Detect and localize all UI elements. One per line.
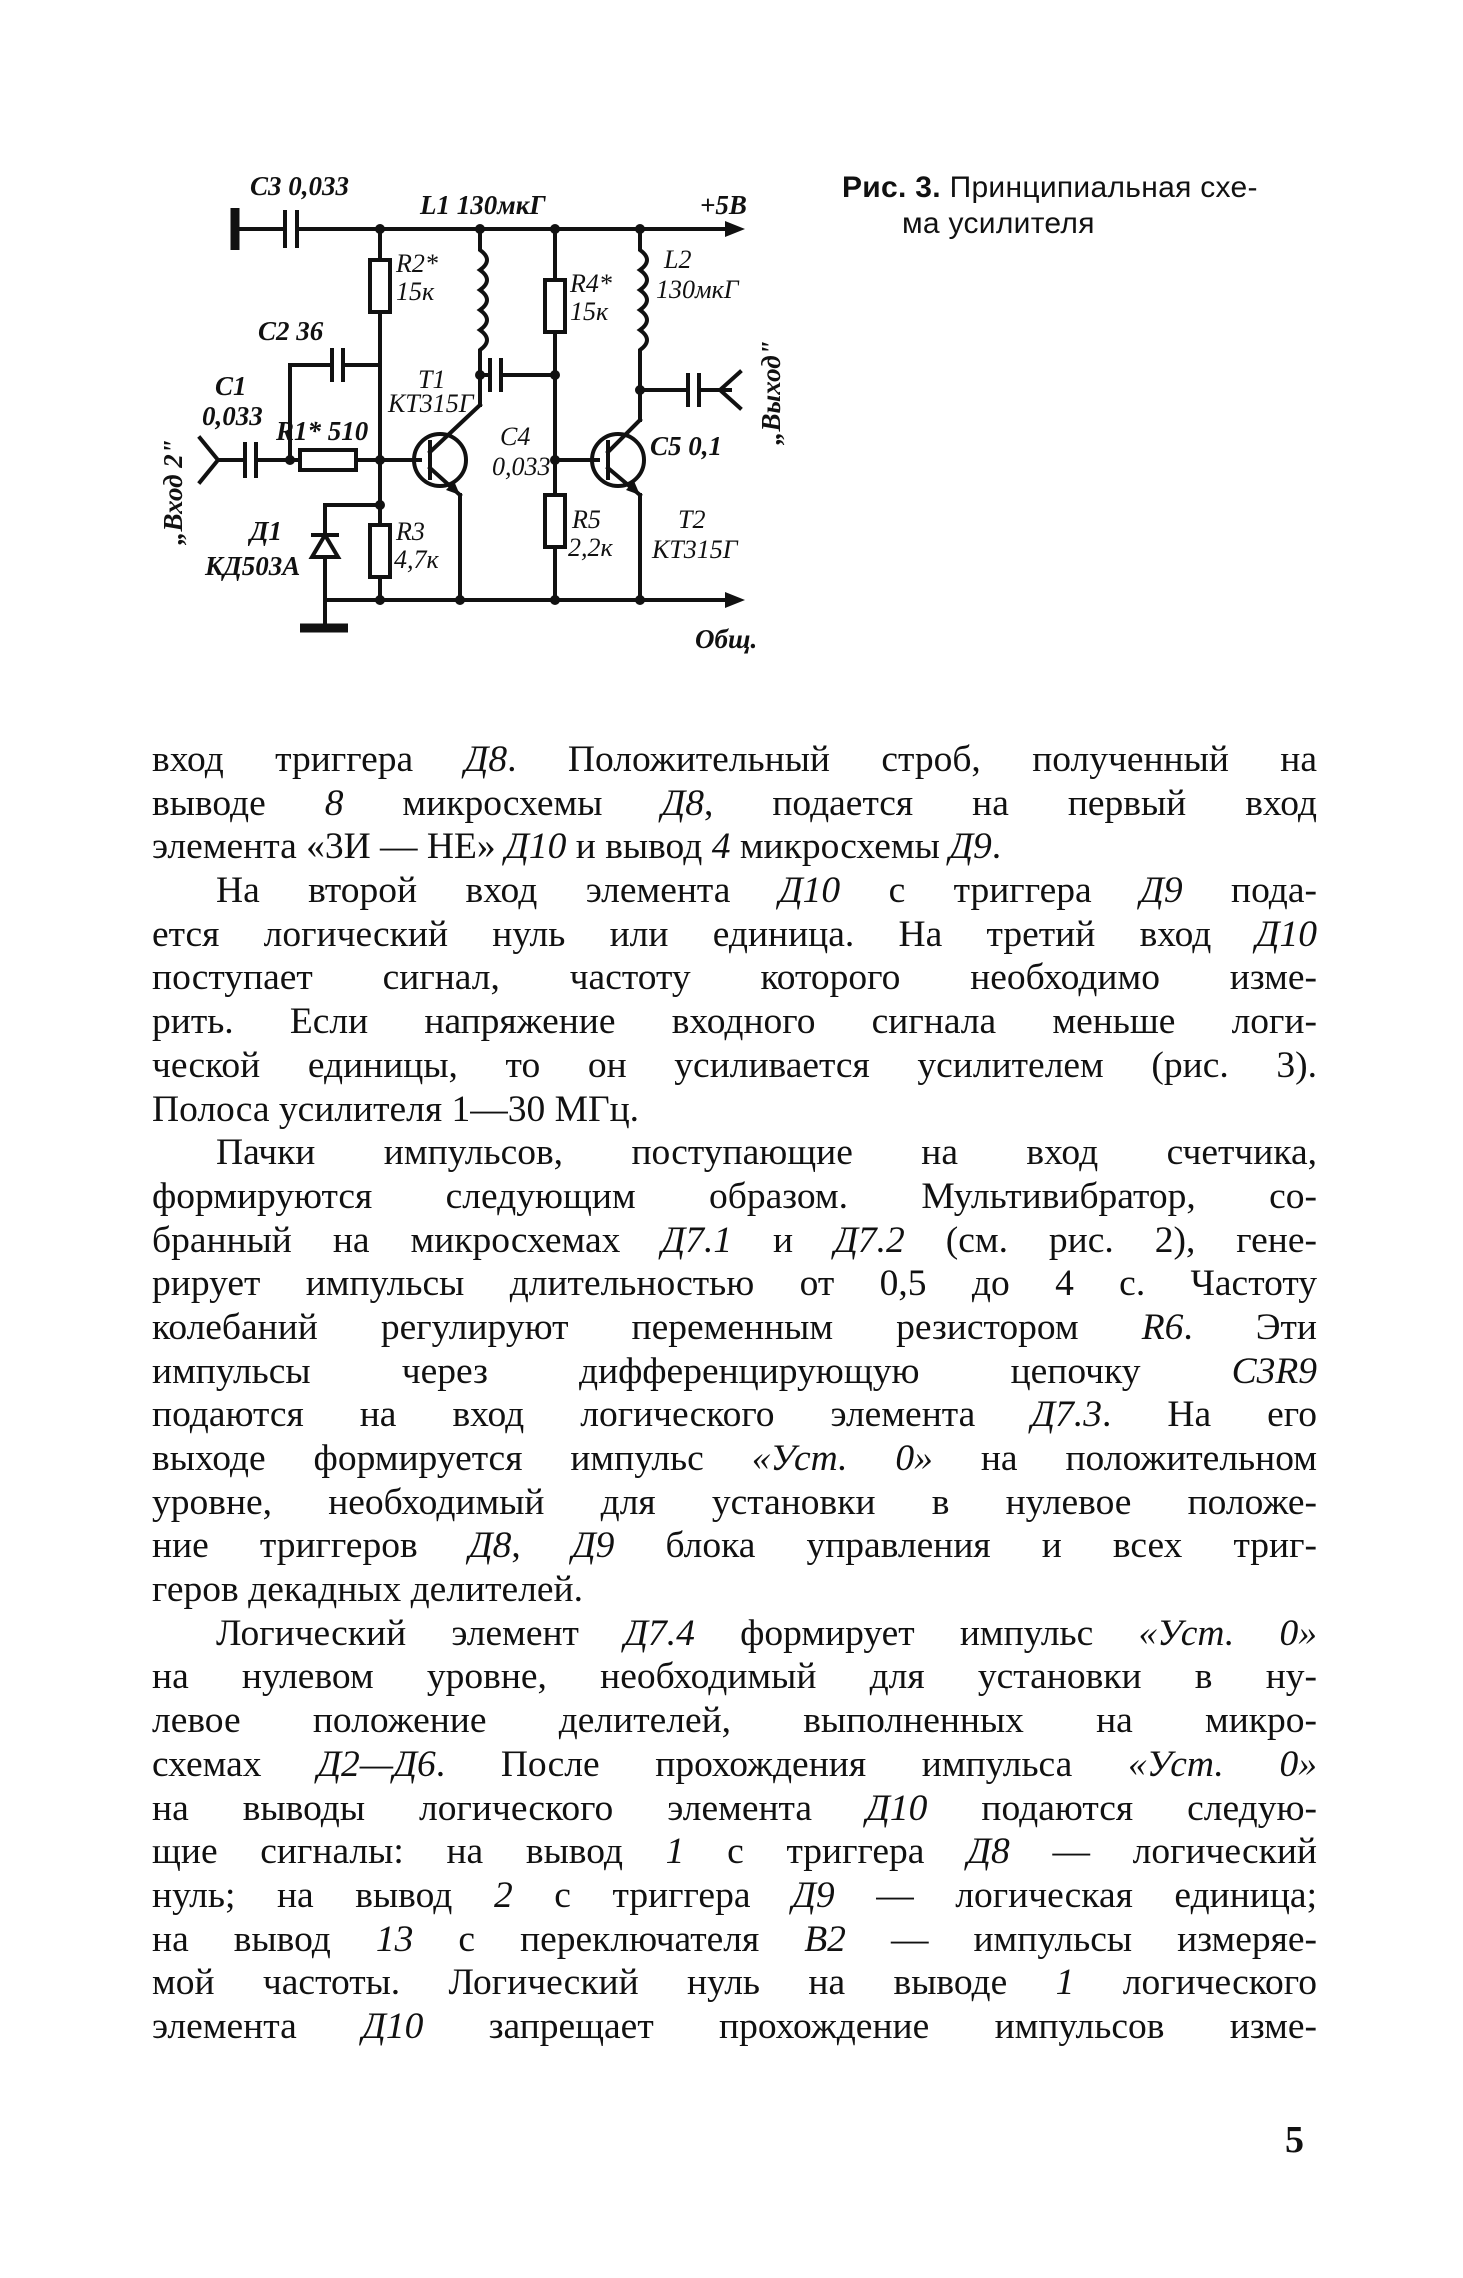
text-segment: нуль; на вывод [152, 1874, 494, 1916]
italic-segment: «Уст. 0» [1138, 1612, 1317, 1654]
label-output: „Выход" [756, 340, 786, 445]
italic-segment: «Уст. 0» [751, 1438, 933, 1479]
supply-arrow [725, 221, 745, 237]
text-line [152, 1044, 1317, 1088]
italic-segment: Д8 [464, 739, 508, 780]
text-line [152, 1612, 1317, 1656]
label-c3: C3 0,033 [250, 171, 350, 201]
amplifier-schematic [140, 150, 820, 660]
text-segment: на нулевом уровне, необходимый для установки в ну- [152, 1656, 1317, 1698]
italic-segment: Д7.4 [624, 1612, 695, 1654]
italic-segment: 2 [493, 1874, 513, 1916]
text-segment: микросхемы [343, 782, 662, 824]
figure-title-part-1: Принципиальная схе- [949, 171, 1258, 204]
text-segment: ется логический нуль или единица. На третий вход [152, 913, 1256, 955]
text-line [152, 1961, 1317, 2005]
label-l2-value: 130мкГ [656, 275, 739, 304]
text-line [152, 1219, 1317, 1263]
text-segment: на положительном [932, 1438, 1317, 1479]
text-segment: На второй вход элемента [216, 870, 779, 912]
text-segment: формируются следующим образом. Мультивибратор, со- [152, 1175, 1317, 1217]
label-supply: +5В [700, 190, 747, 220]
italic-segment: Д9 [571, 1525, 615, 1567]
text-segment: с триггера [840, 870, 1141, 912]
text-segment: импульсы через дифференцирующую цепочку [152, 1350, 1232, 1392]
label-r2-value: 15к [396, 277, 435, 306]
text-line [152, 1918, 1317, 1962]
text-segment: . После прохождения импульса [435, 1743, 1129, 1785]
text-segment: схемах [152, 1743, 318, 1785]
italic-segment: Д7.3 [1031, 1394, 1102, 1436]
italic-segment: Д10 [1255, 913, 1317, 955]
label-r3: R3 [396, 517, 425, 546]
text-line [152, 1481, 1317, 1525]
label-c4: C4 [500, 422, 531, 451]
figure-caption [842, 170, 1322, 242]
italic-segment: Д10 [778, 870, 841, 912]
label-d1-type: КД503А [205, 551, 301, 581]
label-t1-type: КТ315Г [388, 389, 474, 418]
label-c4-value: 0,033 [492, 452, 551, 481]
text-segment: рирует импульсы длительностью от 0,5 до 4 с. Частоту [152, 1263, 1317, 1305]
page-number: 5 [1285, 2119, 1304, 2161]
r2-resistor [370, 260, 390, 312]
text-line [152, 782, 1317, 826]
text-segment: колебаний регулируют переменным резистором [152, 1306, 1142, 1348]
text-segment: — логический [1009, 1831, 1317, 1873]
italic-segment: Д9 [1140, 870, 1183, 912]
italic-segment: Д9 [949, 826, 992, 868]
node [635, 385, 645, 395]
schematic-drawing [140, 150, 820, 660]
text-segment: пода- [1182, 870, 1317, 912]
text-segment: геров декадных делителей. [152, 1569, 583, 1611]
r1-resistor [300, 450, 356, 470]
label-c5: C5 0,1 [650, 431, 723, 461]
text-segment: подаются следую- [927, 1787, 1317, 1829]
text-line [152, 1568, 1317, 1612]
italic-segment: Д2—Д6 [317, 1743, 436, 1785]
text-line [152, 1000, 1317, 1044]
r4-resistor [545, 280, 565, 332]
italic-segment: Д8 [468, 1525, 512, 1567]
text-segment: элемента «3И — НЕ» [152, 826, 506, 868]
italic-segment: В2 [804, 1918, 846, 1960]
text-segment: . Положительный строб, полученный на [507, 739, 1317, 780]
text-line [152, 1437, 1317, 1481]
label-t2-type: КТ315Г [652, 535, 738, 564]
text-segment: блока управления и всех триг- [614, 1525, 1317, 1567]
text-segment: выходе формируется импульс [152, 1438, 752, 1479]
italic-segment: 8 [324, 782, 344, 824]
text-line [152, 1743, 1317, 1787]
text-segment: . Эти [1183, 1306, 1317, 1348]
text-segment: . [991, 826, 1002, 868]
text-segment: запрещает прохождение импульсов изме- [423, 2005, 1317, 2047]
label-r5-value: 2,2к [568, 533, 613, 562]
label-t2: T2 [678, 505, 706, 534]
text-segment: элемента [152, 2005, 363, 2047]
text-segment: с переключателя [413, 1918, 805, 1960]
text-line [152, 869, 1317, 913]
text-segment: рить. Если напряжение входного сигнала меньше логи- [152, 1001, 1317, 1043]
node [550, 595, 560, 605]
text-segment: (см. рис. 2), гене- [904, 1219, 1317, 1261]
caption-line-1 [842, 170, 1322, 206]
figure-title-part-2: ма усилителя [902, 207, 1095, 240]
text-segment: уровне, необходимый для установки в нулевое положе- [152, 1481, 1317, 1523]
text-segment: с триггера [512, 1874, 793, 1916]
text-line [152, 738, 1317, 782]
label-common: Общ. [695, 624, 758, 654]
text-line [152, 1655, 1317, 1699]
text-segment: на вывод [152, 1918, 376, 1960]
text-segment: и [732, 1219, 835, 1261]
text-line [152, 1787, 1317, 1831]
text-segment: вход триггера [152, 739, 465, 780]
italic-segment: R6 [1141, 1306, 1184, 1348]
text-segment: ческой единицы, то он усиливается усилителем (рис. 3). [152, 1044, 1317, 1086]
label-r3-value: 4,7к [394, 545, 439, 574]
italic-segment: Д9 [792, 1874, 835, 1916]
text-segment: . На его [1102, 1394, 1317, 1436]
d1-diode [312, 535, 338, 557]
text-segment: левое положение делителей, выполненных на микро- [152, 1700, 1317, 1742]
italic-segment: Д7.2 [834, 1219, 905, 1261]
r5-resistor [545, 495, 565, 547]
italic-segment: 13 [375, 1918, 414, 1960]
label-d1: Д1 [250, 516, 282, 546]
text-line [152, 825, 1317, 869]
italic-segment: 1 [665, 1831, 685, 1873]
text-segment: щие сигналы: на вывод [152, 1831, 666, 1873]
italic-segment: C3R9 [1231, 1350, 1317, 1392]
node [285, 455, 295, 465]
text-segment: — логическая единица; [834, 1874, 1317, 1916]
text-line [152, 1393, 1317, 1437]
label-t1: T1 [418, 365, 446, 394]
l2-inductor [640, 229, 647, 390]
label-c1: C1 [215, 371, 247, 401]
node [475, 370, 485, 380]
figure-number: Рис. 3. [842, 171, 941, 204]
text-line [152, 1262, 1317, 1306]
label-r4: R4* [570, 269, 612, 298]
text-segment: логического [1074, 1962, 1317, 2004]
input-connector [200, 438, 218, 482]
text-segment: на выводы логического элемента [152, 1787, 867, 1829]
label-r2: R2* [396, 249, 438, 278]
text-segment: — импульсы измеряе- [845, 1918, 1317, 1960]
r3-resistor [370, 525, 390, 577]
text-line [152, 1306, 1317, 1350]
text-segment: подаются на вход логического элемента [152, 1394, 1032, 1436]
text-line [152, 1088, 1317, 1132]
text-segment: с триггера [684, 1831, 968, 1873]
text-segment: ние триггеров [152, 1525, 469, 1567]
node [375, 595, 385, 605]
text-segment: , подается на первый вход [704, 782, 1317, 824]
text-segment: мой частоты. Логический нуль на выводе [152, 1962, 1056, 2004]
text-line [152, 1699, 1317, 1743]
label-c1-value: 0,033 [202, 401, 263, 431]
label-input: „Вход 2" [158, 439, 188, 545]
italic-segment: 4 [711, 826, 731, 868]
italic-segment: Д7.1 [661, 1219, 733, 1261]
node [550, 370, 560, 380]
text-line [152, 1830, 1317, 1874]
label-l1: L1 130мкГ [420, 190, 546, 220]
text-segment: Пачки импульсов, поступающие на вход счетчика, [216, 1132, 1317, 1174]
body-text [152, 738, 1317, 2049]
text-line [152, 913, 1317, 957]
italic-segment: Д10 [362, 2005, 424, 2047]
node [635, 595, 645, 605]
text-segment: Логический элемент [216, 1612, 625, 1654]
text-line [152, 1131, 1317, 1175]
text-segment: выводе [152, 782, 325, 824]
text-segment: микросхемы [730, 826, 950, 868]
text-line [152, 1874, 1317, 1918]
label-c2: C2 36 [258, 316, 324, 346]
text-line [152, 1350, 1317, 1394]
text-segment: бранный на микросхемах [152, 1219, 662, 1261]
label-r1: R1* 510 [276, 416, 369, 446]
text-line [152, 1524, 1317, 1568]
text-line [152, 1175, 1317, 1219]
italic-segment: «Уст. 0» [1128, 1743, 1317, 1785]
label-r4-value: 15к [570, 297, 609, 326]
italic-segment: 1 [1055, 1962, 1075, 2004]
label-l2: L2 [664, 245, 692, 274]
italic-segment: Д8 [661, 782, 704, 824]
text-segment: формирует импульс [694, 1612, 1139, 1654]
text-segment: , [511, 1525, 572, 1567]
text-line [152, 2005, 1317, 2049]
italic-segment: Д10 [505, 826, 567, 868]
common-arrow [725, 592, 745, 608]
text-line [152, 956, 1317, 1000]
text-segment: Полоса усилителя 1—30 МГц. [152, 1088, 640, 1130]
label-r5: R5 [572, 505, 601, 534]
italic-segment: Д10 [866, 1787, 928, 1829]
text-segment: и вывод [566, 826, 712, 868]
italic-segment: Д8 [967, 1831, 1010, 1873]
text-segment: поступает сигнал, частоту которого необходимо изме- [152, 957, 1317, 999]
